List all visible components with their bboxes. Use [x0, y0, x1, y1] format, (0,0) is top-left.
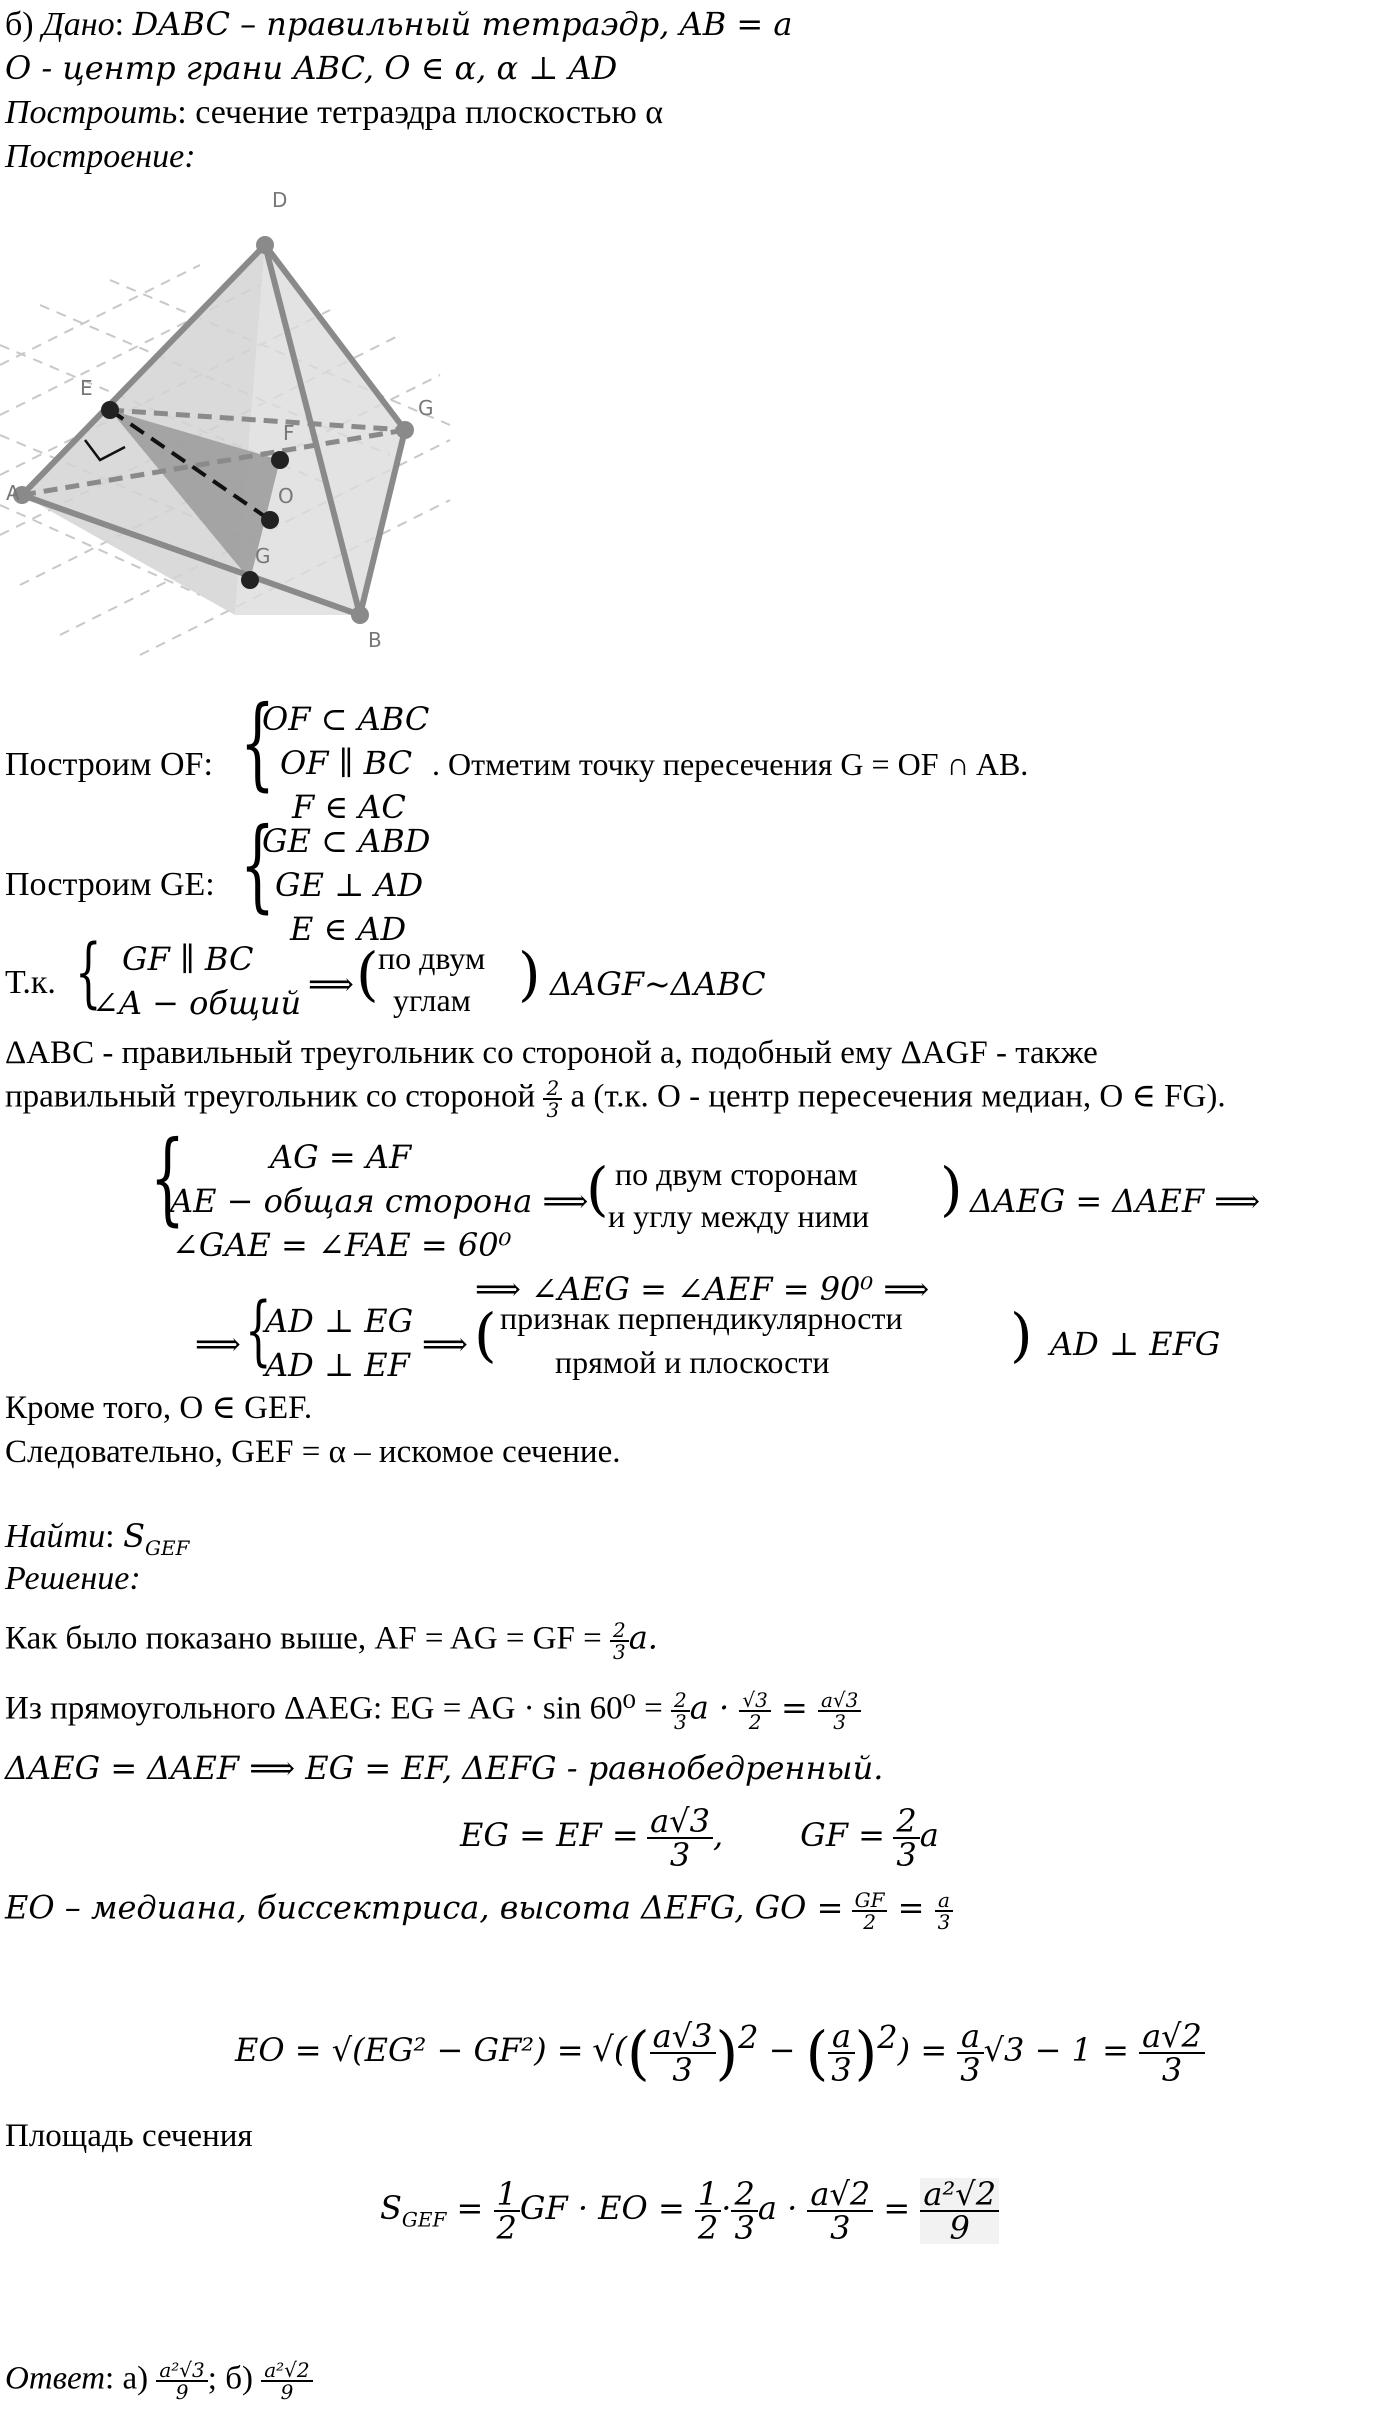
part-label: б) — [5, 6, 34, 43]
eg-text: Из прямоугольного ΔAEG: EG = AG · sin 60⁰ = — [5, 1690, 663, 1727]
point-g-dot — [241, 571, 259, 589]
perp-sys-2: AD ⊥ EF — [265, 1346, 410, 1384]
gf-eq-text: GF = — [800, 1815, 885, 1854]
construct-label: Построить — [5, 94, 178, 131]
sys-of-3: F ∈ AC — [292, 788, 406, 826]
point-f-dot — [271, 451, 289, 469]
tetrahedron-figure — [0, 185, 470, 685]
label-g-right: G — [418, 396, 434, 420]
eq-paren-l: ( — [586, 1155, 609, 1223]
answer-a-label: а) — [122, 2360, 149, 2397]
eq-result: ΔAEG = ΔAEF ⟹ — [970, 1182, 1261, 1220]
find-line: Найти: $S_{GEF}$ — [5, 1517, 190, 1560]
find-sub: GEF — [144, 1535, 190, 1560]
of-tail: . Отметим точку пересечения G = OF ∩ AB. — [432, 746, 1029, 782]
given-text-2: O - центр грани ABC, O ∈ α, α ⊥ AD — [5, 49, 618, 87]
eg-ef-frac: $\frac{a√3}{3}$ — [647, 1805, 713, 1871]
agf-frac: $\frac{2}{3}$ — [543, 1078, 562, 1120]
find-what: S — [123, 1517, 145, 1555]
answer-line: Ответ: а) $\frac{\text{a²√3}}{9}$ ; б) $\frac{\text{a²√2}}{9}$ — [5, 2360, 313, 2402]
solution-label: Решение: — [5, 1560, 141, 1597]
label-a: A — [6, 481, 20, 505]
perp-result: AD ⊥ EFG — [1050, 1325, 1221, 1363]
given-text-1: DABC – правильный тетраэдр, AB = a — [132, 5, 793, 43]
sys-ge-3: E ∈ AD — [290, 910, 407, 948]
iso-line: ΔAEG = ΔAEF ⟹ EG = EF, ΔEFG - равнобедренный. — [5, 1749, 884, 1787]
given-label: Дано — [42, 6, 115, 43]
sys-of-1: OF ⊂ ABC — [262, 700, 430, 738]
eg-ef-text: EG = EF = — [460, 1815, 639, 1854]
label-f: F — [283, 421, 295, 445]
perp-reason-2: прямой и плоскости — [555, 1344, 830, 1380]
construction-label: Построение: — [5, 138, 196, 175]
eq-reason-1: по двум сторонам — [615, 1156, 858, 1192]
af-text: Как было показано выше, AF = AG = GF = — [5, 1620, 602, 1657]
eo-frac-1: $\frac{GF}{2}$ — [852, 1890, 888, 1932]
answer-b-label: б) — [225, 2360, 253, 2397]
build-of-prefix: Построим OF: — [5, 746, 213, 783]
perp-sys-1: AD ⊥ EG — [265, 1302, 414, 1340]
label-d: D — [272, 188, 288, 212]
eg-line: Из прямоугольного ΔAEG: EG = AG · sin 60⁰ = $\frac{2}{3}$ a · $\frac{√3}{2}$ = $\frac{a√3}{3}$ — [5, 1690, 861, 1732]
eo-text: EO – медиана, биссектриса, высота ΔEFG, GO = — [5, 1888, 844, 1927]
answer-b-frac: $\frac{\text{a²√2}}{9}$ — [261, 2360, 312, 2402]
eo-frac-2: $\frac{a}{3}$ — [935, 1890, 954, 1932]
tk-prefix: Т.к. — [5, 964, 56, 1001]
label-g-bottom: G — [255, 544, 271, 568]
vertex-b-dot — [351, 606, 369, 624]
angle-line: ⟹ ∠AEG = ∠AEF = 90⁰ ⟹ — [475, 1270, 930, 1308]
perp-prefix: ⟹ — [195, 1326, 241, 1362]
brace-eq: { — [150, 1119, 185, 1236]
af-line — [5, 1620, 658, 1662]
tk-paren-l: ( — [356, 940, 379, 1008]
given-line-1: б) Дано: DABC – правильный тетраэдр, AB = a — [5, 5, 793, 43]
besides-line: Кроме того, O ∈ GEF. — [5, 1390, 313, 1426]
eo-calc-line: EO = √(EG² − GF²) = √(( $\frac{a√3}{3}$ )$^2$ − ( $\frac{a}{3}$ )$^2$) = $\frac{a}{3}$ √3 − 1 = $\frac{a√2}{3}$ — [235, 2020, 1205, 2086]
tk-sys-2: ∠A − общий — [92, 984, 302, 1022]
eq-sys-1: AG = AF — [270, 1138, 412, 1176]
sys-ge-1: GE ⊂ ABD — [262, 822, 431, 860]
gf-frac: $\frac{2}{3}$ — [893, 1805, 919, 1871]
label-b: B — [368, 628, 382, 652]
construct-text: сечение тетраэдра плоскостью α — [195, 94, 664, 131]
perp-arrow: ⟹ — [422, 1326, 468, 1362]
af-frac: $\frac{2}{3}$ — [610, 1620, 629, 1662]
brace-ge: { — [240, 806, 275, 923]
tk-reason-2: углам — [393, 982, 471, 1018]
area-result: $\frac{\text{a²√2}}{9}$ — [920, 2178, 999, 2244]
agf-line — [5, 1078, 1226, 1120]
eo-line: EO – медиана, биссектриса, высота ΔEFG, GO = $\frac{GF}{2}$ = $\frac{a}{3}$ — [5, 1890, 953, 1932]
label-e: E — [80, 376, 93, 400]
area-sub: GEF — [401, 2207, 447, 2232]
eq-reason-2: и углу между ними — [608, 1198, 870, 1234]
agf-line-pre: правильный треугольник со стороной — [5, 1078, 536, 1115]
brace-perp: { — [245, 1285, 272, 1374]
point-o-dot — [261, 511, 279, 529]
perp-paren-r: ) — [1010, 1301, 1033, 1369]
tk-reason-1: по двум — [378, 940, 486, 976]
eq-paren-r: ) — [940, 1155, 963, 1223]
given-line-2 — [5, 49, 618, 87]
construct-line: Построить: сечение тетраэдра плоскостью α — [5, 94, 664, 131]
tk-sys-1: GF ∥ BC — [122, 940, 254, 978]
perp-paren-l: ( — [474, 1301, 497, 1369]
answer-a-frac: $\frac{\text{a²√3}}{9}$ — [156, 2360, 207, 2402]
eq-sys-3: ∠GAE = ∠FAE = 60⁰ — [172, 1226, 512, 1264]
eg-frac-1: $\frac{2}{3}$ — [671, 1690, 690, 1732]
brace-tk: { — [75, 927, 102, 1016]
area-line: $S_{GEF}$ = $\frac{1}{2}$ GF · EO = $\frac{1}{2}$ · $\frac{2}{3}$ a · $\frac{a√2}{3}$ = $\frac{\text{a²√2}}{9}$ — [380, 2178, 999, 2244]
sys-ge-2: GE ⊥ AD — [275, 866, 424, 904]
answer-label: Ответ — [5, 2360, 106, 2397]
eq-sys-2: AE − общая сторона ⟹ — [170, 1182, 589, 1220]
build-ge-prefix: Построим GE: — [5, 866, 215, 903]
vertex-d-dot — [256, 236, 274, 254]
label-o: O — [278, 484, 294, 508]
agf-line-post: a (т.к. O - центр пересечения медиан, O ∈ FG). — [570, 1078, 1226, 1115]
tk-paren-r: ) — [518, 940, 541, 1008]
tk-result: ΔAGF~ΔABC — [550, 965, 766, 1003]
af-tail: a. — [628, 1618, 658, 1657]
point-e-dot — [101, 401, 119, 419]
brace-of: { — [240, 684, 275, 801]
tk-arrow: ⟹ — [308, 966, 354, 1002]
area-label: Площадь сечения — [5, 2118, 253, 2154]
abc-line: ΔABC - правильный треугольник со стороной a, подобный ему ΔAGF - также — [5, 1035, 1098, 1071]
find-label: Найти — [5, 1518, 106, 1555]
eg-frac-2: $\frac{√3}{2}$ — [739, 1690, 770, 1732]
eo-result-frac: $\frac{a√2}{3}$ — [1139, 2020, 1205, 2086]
vertex-g2-dot — [396, 421, 414, 439]
eo-calc-text: EO = √(EG² − GF²) = — [235, 2030, 584, 2069]
area-s: S — [380, 2188, 402, 2227]
perp-reason-1: признак перпендикулярности — [500, 1300, 903, 1336]
sys-of-2: OF ∥ BC — [280, 744, 413, 782]
eg-ef-line: EG = EF = $\frac{a√3}{3}$ , GF = $\frac{2}{3}$ a — [460, 1802, 939, 1874]
eg-frac-3: $\frac{a√3}{3}$ — [818, 1690, 861, 1732]
conclusion-line: Следовательно, GEF = α – искомое сечение. — [5, 1434, 621, 1470]
